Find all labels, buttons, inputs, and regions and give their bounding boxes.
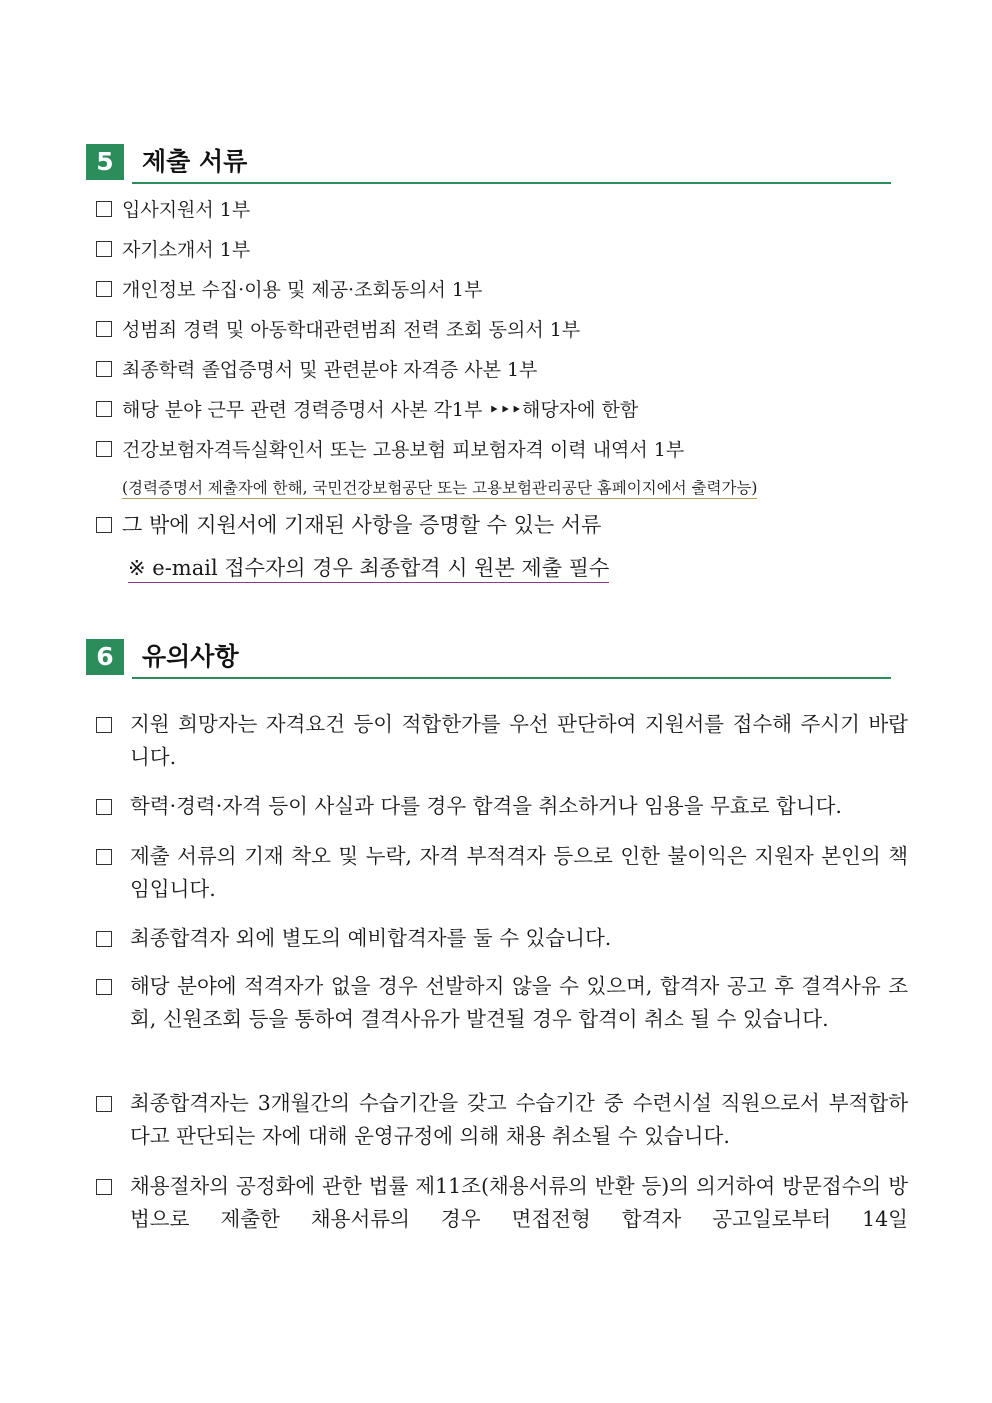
- section-number-badge: 5: [86, 144, 124, 180]
- section-underline: [132, 182, 891, 184]
- notice-item: 지원 희망자는 자격요건 등이 적합한가를 우선 판단하여 지원서를 접수해 주시기 바랍니다.: [96, 708, 908, 774]
- list-item: 해당 분야 근무 관련 경력증명서 사본 각1부 ‣‣‣해당자에 한함: [96, 398, 638, 422]
- list-item: 최종학력 졸업증명서 및 관련분야 자격증 사본 1부: [96, 358, 537, 382]
- checkbox-icon: [96, 717, 112, 733]
- list-item: 그 밖에 지원서에 기재된 사항을 증명할 수 있는 서류: [96, 512, 601, 538]
- checkbox-icon: [96, 849, 112, 865]
- notice-item: 최종합격자는 3개월간의 수습기간을 갖고 수습기간 중 수련시설 직원으로서 부적합하다고 판단되는 자에 대해 운영규정에 의해 채용 취소될 수 있습니다.: [96, 1087, 908, 1153]
- checkbox-icon: [96, 979, 112, 995]
- list-item: 성범죄 경력 및 아동학대관련범죄 전력 조회 동의서 1부: [96, 318, 580, 342]
- insurance-note: (경력증명서 제출자에 한해, 국민건강보험공단 또는 고용보험관리공단 홈페이지에서 출력가능): [122, 479, 758, 497]
- list-item: 개인정보 수집·이용 및 제공·조회동의서 1부: [96, 278, 482, 302]
- section-5-heading: [86, 144, 891, 184]
- list-item: 입사지원서 1부: [96, 198, 250, 222]
- notice-item: 해당 분야에 적격자가 없을 경우 선발하지 않을 수 있으며, 합격자 공고 후 결격사유 조회, 신원조회 등을 통하여 결격사유가 발견될 경우 합격이 취소 될 수 있습니다.: [96, 970, 908, 1036]
- notice-item: 제출 서류의 기재 착오 및 누락, 자격 부적격자 등으로 인한 불이익은 지원자 본인의 책임입니다.: [96, 840, 908, 906]
- checkbox-icon: [96, 1096, 112, 1112]
- list-item: 건강보험자격득실확인서 또는 고용보험 피보험자격 이력 내역서 1부: [96, 438, 684, 462]
- notice-item: 채용절차의 공정화에 관한 법률 제11조(채용서류의 반환 등)의 의거하여 방문접수의 방법으로 제출한 채용서류의 경우 면접전형 합격자 공고일로부터 14일: [96, 1170, 908, 1236]
- section-underline: [132, 677, 891, 679]
- notice-item: 최종합격자 외에 별도의 예비합격자를 둘 수 있습니다.: [96, 922, 908, 955]
- checkbox-icon: [96, 281, 112, 297]
- checkbox-icon: [96, 1179, 112, 1195]
- notice-item: 학력·경력·자격 등이 사실과 다를 경우 합격을 취소하거나 임용을 무효로 합니다.: [96, 790, 908, 823]
- section-title: 제출 서류: [142, 147, 248, 176]
- checkbox-icon: [96, 361, 112, 377]
- email-notice: ※ e-mail 접수자의 경우 최종합격 시 원본 제출 필수: [128, 555, 609, 583]
- checkbox-icon: [96, 321, 112, 337]
- checkbox-icon: [96, 401, 112, 417]
- checkbox-icon: [96, 517, 112, 533]
- checkbox-icon: [96, 201, 112, 217]
- section-6-heading: [86, 639, 891, 679]
- checkbox-icon: [96, 931, 112, 947]
- section-title: 유의사항: [142, 642, 239, 671]
- checkbox-icon: [96, 441, 112, 457]
- section-number-badge: 6: [86, 639, 124, 675]
- checkbox-icon: [96, 799, 112, 815]
- list-item: 자기소개서 1부: [96, 238, 250, 262]
- checkbox-icon: [96, 241, 112, 257]
